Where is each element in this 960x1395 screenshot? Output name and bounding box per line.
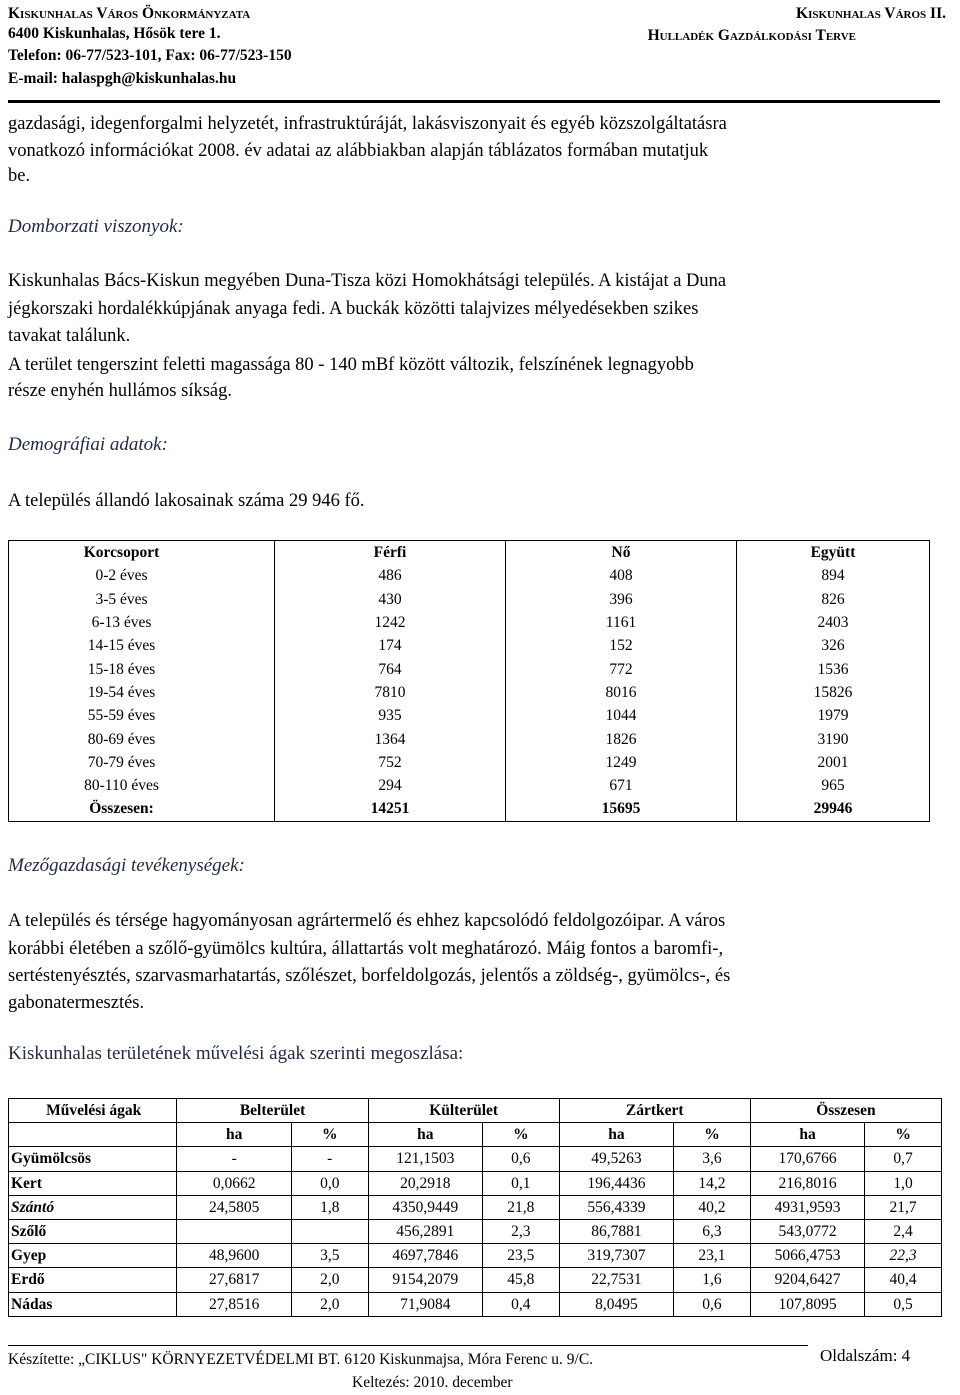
table-header-cell — [9, 1123, 177, 1147]
table-cell: 14,2 — [674, 1171, 751, 1195]
table-cell: 3190 — [737, 727, 930, 750]
mezogazdasag-line-2: korábbi életében a szőlő-gyümölcs kultúra, állattartás volt meghatározó. Máig fontos a baromfi-, — [8, 939, 724, 959]
table-cell: 9204,6427 — [750, 1268, 864, 1292]
domborzat-p1-line-3: tavakat találunk. — [8, 326, 131, 346]
table-header-cell: Nő — [506, 541, 737, 565]
intro-line-2: vonatkozó információkat 2008. év adatai az alábbiakban alapján táblázatos formában mutatjuk — [8, 141, 709, 161]
table-row — [9, 1244, 942, 1268]
mezogazdasag-line-1: A település és térsége hagyományosan agrártermelő és ehhez kapcsolódó feldolgozóipar. A város — [8, 911, 726, 931]
mezogazdasag-line-4: gabonatermesztés. — [8, 993, 145, 1013]
table-cell — [177, 1219, 291, 1243]
table-cell: Gyep — [9, 1244, 177, 1268]
table-cell: 14251 — [275, 797, 506, 821]
table-cell: 15695 — [506, 797, 737, 821]
table-cell: Szántó — [9, 1195, 177, 1219]
table-header-cell: ha — [750, 1123, 864, 1147]
land-use-table — [8, 1098, 942, 1317]
table-header-cell: Együtt — [737, 541, 930, 565]
domborzat-p2-line-1: A terület tengerszint feletti magassága 80 - 140 mBf között változik, felszínének legnagyobb — [8, 355, 694, 375]
table-cell: 456,2891 — [368, 1219, 482, 1243]
table-cell: 1,8 — [291, 1195, 368, 1219]
table-row — [9, 611, 930, 634]
table-row — [9, 1292, 942, 1316]
table-cell: 40,2 — [674, 1195, 751, 1219]
table-cell: 0,1 — [483, 1171, 560, 1195]
table-header-cell: % — [483, 1123, 560, 1147]
table-cell: 7810 — [275, 681, 506, 704]
table-row — [9, 588, 930, 611]
table-cell: 1,6 — [674, 1268, 751, 1292]
table-header-row — [9, 1099, 942, 1123]
land-table-heading: Kiskunhalas területének művelési ágak szerinti megoszlása: — [8, 1043, 464, 1064]
domborzat-p1-line-2: jégkorszaki hordalékkúpjának anyaga fedi. A buckák közötti talajvizes mélyedésekben szikes — [8, 299, 699, 319]
table-header-cell: Zártkert — [559, 1099, 750, 1123]
table-cell — [291, 1219, 368, 1243]
table-cell: 2,4 — [865, 1219, 942, 1243]
section-heading-demografia: Demográfiai adatok: — [8, 434, 168, 455]
table-row — [9, 1195, 942, 1219]
table-cell: 0,4 — [483, 1292, 560, 1316]
table-cell: 3,5 — [291, 1244, 368, 1268]
table-cell: 15-18 éves — [9, 657, 275, 680]
footer-rule — [8, 1345, 808, 1346]
table-cell: 764 — [275, 657, 506, 680]
table-row — [9, 774, 930, 797]
table-cell: 430 — [275, 588, 506, 611]
table-cell: 0,0662 — [177, 1171, 291, 1195]
table-header-cell: Korcsoport — [9, 541, 275, 565]
intro-line-1: gazdasági, idegenforgalmi helyzetét, infrastruktúráját, lakásviszonyait és egyéb közszolgáltatásra — [8, 114, 727, 134]
table-cell: 170,6766 — [750, 1147, 864, 1171]
table-cell: 19-54 éves — [9, 681, 275, 704]
table-cell: 0-2 éves — [9, 564, 275, 587]
table-cell: 24,5805 — [177, 1195, 291, 1219]
table-cell: 6,3 — [674, 1219, 751, 1243]
table-cell: 45,8 — [483, 1268, 560, 1292]
table-cell: 2001 — [737, 751, 930, 774]
table-cell: 3-5 éves — [9, 588, 275, 611]
table-row — [9, 751, 930, 774]
table-cell: Kert — [9, 1171, 177, 1195]
table-header-cell: Külterület — [368, 1099, 559, 1123]
table-cell: 21,8 — [483, 1195, 560, 1219]
table-cell: 48,9600 — [177, 1244, 291, 1268]
table-cell: 86,7881 — [559, 1219, 673, 1243]
table-cell: 107,8095 — [750, 1292, 864, 1316]
table-header-cell: % — [865, 1123, 942, 1147]
section-heading-domborzat: Domborzati viszonyok: — [8, 216, 184, 237]
table-row — [9, 1219, 942, 1243]
table-cell: 174 — [275, 634, 506, 657]
table-cell: 1826 — [506, 727, 737, 750]
table-cell: Szőlő — [9, 1219, 177, 1243]
table-cell: - — [291, 1147, 368, 1171]
table-header-row — [9, 541, 930, 565]
table-cell: 4697,7846 — [368, 1244, 482, 1268]
table-row — [9, 681, 930, 704]
table-header-cell: Belterület — [177, 1099, 368, 1123]
table-cell: 752 — [275, 751, 506, 774]
section-heading-mezogazdasag: Mezőgazdasági tevékenységek: — [8, 855, 245, 876]
table-cell: 4931,9593 — [750, 1195, 864, 1219]
table-cell: 4350,9449 — [368, 1195, 482, 1219]
table-cell: Összesen: — [9, 797, 275, 821]
table-cell: 121,1503 — [368, 1147, 482, 1171]
table-cell: 396 — [506, 588, 737, 611]
table-cell: 1,0 — [865, 1171, 942, 1195]
table-header-cell: % — [291, 1123, 368, 1147]
table-cell: 6-13 éves — [9, 611, 275, 634]
table-cell: 8,0495 — [559, 1292, 673, 1316]
table-cell: 21,7 — [865, 1195, 942, 1219]
table-header-cell: ha — [177, 1123, 291, 1147]
table-cell: 1979 — [737, 704, 930, 727]
table-cell: 23,5 — [483, 1244, 560, 1268]
table-row — [9, 704, 930, 727]
table-cell: Erdő — [9, 1268, 177, 1292]
table-cell: 5066,4753 — [750, 1244, 864, 1268]
table-total-row — [9, 797, 930, 821]
table-cell: 0,5 — [865, 1292, 942, 1316]
table-cell: 22,3 — [865, 1244, 942, 1268]
table-cell: 326 — [737, 634, 930, 657]
table-cell: 408 — [506, 564, 737, 587]
plan-title-2: Hulladék Gazdálkodási Terve — [647, 27, 856, 44]
table-row — [9, 634, 930, 657]
table-row — [9, 1147, 942, 1171]
table-cell: 71,9084 — [368, 1292, 482, 1316]
table-cell: 152 — [506, 634, 737, 657]
table-cell: 2,0 — [291, 1268, 368, 1292]
table-cell: 894 — [737, 564, 930, 587]
table-row — [9, 1171, 942, 1195]
table-cell: 1161 — [506, 611, 737, 634]
table-cell: 80-110 éves — [9, 774, 275, 797]
table-cell: 3,6 — [674, 1147, 751, 1171]
table-header-cell: % — [674, 1123, 751, 1147]
table-cell: 80-69 éves — [9, 727, 275, 750]
table-cell: 2,0 — [291, 1292, 368, 1316]
table-cell: 23,1 — [674, 1244, 751, 1268]
mezogazdasag-line-3: sertéstenyésztés, szarvasmarhatartás, szőlészet, borfeldolgozás, jelentős a zöldség-, gyümölcs-, és — [8, 966, 731, 986]
table-cell: 22,7531 — [559, 1268, 673, 1292]
intro-line-3: be. — [8, 166, 31, 186]
table-row — [9, 564, 930, 587]
table-cell: 0,6 — [674, 1292, 751, 1316]
table-cell: 9154,2079 — [368, 1268, 482, 1292]
table-cell: 0,0 — [291, 1171, 368, 1195]
age-table — [8, 540, 930, 822]
table-cell: 2403 — [737, 611, 930, 634]
plan-title-1: Kiskunhalas Város II. — [796, 5, 946, 22]
table-cell: 40,4 — [865, 1268, 942, 1292]
table-cell: 1249 — [506, 751, 737, 774]
org-phone: Telefon: 06-77/523-101, Fax: 06-77/523-150 — [8, 47, 292, 64]
table-cell: 965 — [737, 774, 930, 797]
org-title: Kiskunhalas Város Önkormányzata — [8, 5, 251, 22]
table-cell: 0,6 — [483, 1147, 560, 1171]
domborzat-p1-line-1: Kiskunhalas Bács-Kiskun megyében Duna-Tisza közi Homokhátsági település. A kistájat a Duna — [8, 271, 727, 291]
table-cell: 8016 — [506, 681, 737, 704]
org-email: E-mail: halaspgh@kiskunhalas.hu — [8, 70, 237, 87]
table-subheader-row — [9, 1123, 942, 1147]
table-header-cell: ha — [559, 1123, 673, 1147]
table-cell: 319,7307 — [559, 1244, 673, 1268]
table-row — [9, 657, 930, 680]
footer-page-number: Oldalszám: 4 — [820, 1346, 911, 1365]
table-cell: 1044 — [506, 704, 737, 727]
header-rule — [8, 100, 940, 103]
table-cell: 543,0772 — [750, 1219, 864, 1243]
footer-date: Keltezés: 2010. december — [352, 1374, 513, 1391]
table-cell: 70-79 éves — [9, 751, 275, 774]
table-header-cell: Művelési ágak — [9, 1099, 177, 1123]
table-cell: 772 — [506, 657, 737, 680]
table-cell: 1364 — [275, 727, 506, 750]
domborzat-p2-line-2: része enyhén hullámos síkság. — [8, 381, 232, 401]
table-cell: 1242 — [275, 611, 506, 634]
org-address: 6400 Kiskunhalas, Hősök tere 1. — [8, 25, 221, 42]
table-cell: 1536 — [737, 657, 930, 680]
table-cell: 935 — [275, 704, 506, 727]
table-cell: 20,2918 — [368, 1171, 482, 1195]
table-cell: 49,5263 — [559, 1147, 673, 1171]
table-cell: 294 — [275, 774, 506, 797]
table-cell: 27,8516 — [177, 1292, 291, 1316]
table-cell: 556,4339 — [559, 1195, 673, 1219]
table-cell: - — [177, 1147, 291, 1171]
table-cell: 14-15 éves — [9, 634, 275, 657]
table-cell: Gyümölcsös — [9, 1147, 177, 1171]
table-cell: 55-59 éves — [9, 704, 275, 727]
table-cell: Nádas — [9, 1292, 177, 1316]
table-row — [9, 1268, 942, 1292]
population-sentence: A település állandó lakosainak száma 29 946 fő. — [8, 491, 365, 511]
table-cell: 486 — [275, 564, 506, 587]
table-cell: 826 — [737, 588, 930, 611]
table-cell: 196,4436 — [559, 1171, 673, 1195]
table-cell: 216,8016 — [750, 1171, 864, 1195]
table-header-cell: ha — [368, 1123, 482, 1147]
table-row — [9, 727, 930, 750]
table-cell: 671 — [506, 774, 737, 797]
table-header-cell: Összesen — [750, 1099, 941, 1123]
table-header-cell: Férfi — [275, 541, 506, 565]
table-cell: 27,6817 — [177, 1268, 291, 1292]
table-cell: 29946 — [737, 797, 930, 821]
table-cell: 15826 — [737, 681, 930, 704]
table-cell: 2,3 — [483, 1219, 560, 1243]
footer-author: Készítette: „CIKLUS" KÖRNYEZETVÉDELMI BT. 6120 Kiskunmajsa, Móra Ferenc u. 9/C. — [8, 1351, 594, 1368]
table-cell: 0,7 — [865, 1147, 942, 1171]
